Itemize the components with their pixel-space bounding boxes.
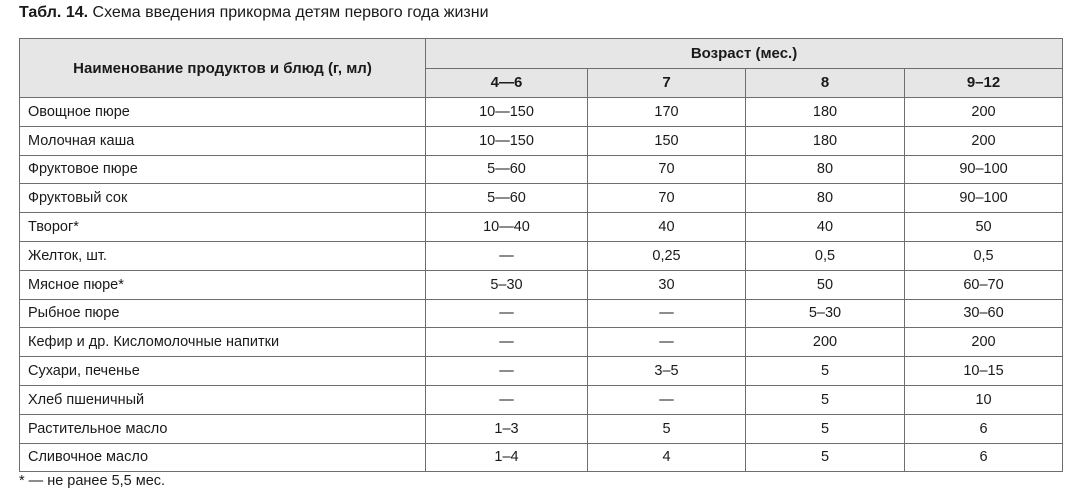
table-cell: 5 bbox=[746, 414, 905, 443]
table-cell: 50 bbox=[746, 270, 905, 299]
table-cell: 40 bbox=[746, 213, 905, 242]
table-cell: 4 bbox=[588, 443, 746, 472]
table-cell: 0,5 bbox=[746, 241, 905, 270]
table-cell: 40 bbox=[588, 213, 746, 242]
feeding-schedule-table bbox=[19, 38, 1063, 472]
table-cell: 5 bbox=[588, 414, 746, 443]
table-cell: 5—60 bbox=[426, 155, 588, 184]
product-name: Мясное пюре* bbox=[20, 270, 426, 299]
product-name: Рыбное пюре bbox=[20, 299, 426, 328]
product-name: Фруктовый сок bbox=[20, 184, 426, 213]
table-cell: 10—40 bbox=[426, 213, 588, 242]
table-cell: — bbox=[426, 385, 588, 414]
table-cell: — bbox=[588, 328, 746, 357]
product-name: Овощное пюре bbox=[20, 98, 426, 127]
table-cell: 70 bbox=[588, 155, 746, 184]
table-cell: 6 bbox=[905, 443, 1063, 472]
table-cell: 200 bbox=[746, 328, 905, 357]
table-cell: 30–60 bbox=[905, 299, 1063, 328]
table-cell: 5—60 bbox=[426, 184, 588, 213]
table-cell: 1–4 bbox=[426, 443, 588, 472]
age-column-header: 8 bbox=[746, 68, 905, 98]
product-name: Сухари, печенье bbox=[20, 357, 426, 386]
table-row bbox=[20, 241, 1063, 270]
table-cell: 90–100 bbox=[905, 155, 1063, 184]
product-name: Желток, шт. bbox=[20, 241, 426, 270]
table-cell: 5 bbox=[746, 357, 905, 386]
table-footnote: * — не ранее 5,5 мес. bbox=[19, 473, 166, 489]
table-cell: 70 bbox=[588, 184, 746, 213]
product-name-header: Наименование продуктов и блюд (г, мл) bbox=[20, 39, 426, 98]
table-cell: 200 bbox=[905, 328, 1063, 357]
table-cell: 3–5 bbox=[588, 357, 746, 386]
table-row bbox=[20, 155, 1063, 184]
table-cell: 5–30 bbox=[746, 299, 905, 328]
table-row bbox=[20, 270, 1063, 299]
table-cell: — bbox=[588, 385, 746, 414]
table-row bbox=[20, 385, 1063, 414]
table-row bbox=[20, 328, 1063, 357]
table-cell: 1–3 bbox=[426, 414, 588, 443]
table-cell: 0,5 bbox=[905, 241, 1063, 270]
age-column-header: 4—6 bbox=[426, 68, 588, 98]
age-header: Возраст (мес.) bbox=[426, 39, 1063, 69]
table-row bbox=[20, 126, 1063, 155]
table-cell: 180 bbox=[746, 98, 905, 127]
table-cell: 50 bbox=[905, 213, 1063, 242]
table-cell: 5 bbox=[746, 385, 905, 414]
table-cell: 10—150 bbox=[426, 126, 588, 155]
table-cell: 80 bbox=[746, 184, 905, 213]
table-cell: 30 bbox=[588, 270, 746, 299]
table-cell: 10 bbox=[905, 385, 1063, 414]
age-column-header: 9–12 bbox=[905, 68, 1063, 98]
table-cell: — bbox=[426, 299, 588, 328]
product-name: Творог* bbox=[20, 213, 426, 242]
table-caption bbox=[19, 3, 489, 23]
table-cell: 10–15 bbox=[905, 357, 1063, 386]
product-name: Фруктовое пюре bbox=[20, 155, 426, 184]
product-name: Хлеб пшеничный bbox=[20, 385, 426, 414]
table-row bbox=[20, 98, 1063, 127]
table-cell: 60–70 bbox=[905, 270, 1063, 299]
table-cell: 80 bbox=[746, 155, 905, 184]
table-cell: 0,25 bbox=[588, 241, 746, 270]
table-row bbox=[20, 299, 1063, 328]
table-row bbox=[20, 213, 1063, 242]
table-cell: 90–100 bbox=[905, 184, 1063, 213]
product-name: Сливочное масло bbox=[20, 443, 426, 472]
table-cell: 180 bbox=[746, 126, 905, 155]
table-cell: — bbox=[426, 328, 588, 357]
table-cell: 170 bbox=[588, 98, 746, 127]
table-cell: 200 bbox=[905, 126, 1063, 155]
table-cell: 5–30 bbox=[426, 270, 588, 299]
product-name: Растительное масло bbox=[20, 414, 426, 443]
table-row bbox=[20, 184, 1063, 213]
table-cell: 6 bbox=[905, 414, 1063, 443]
table-cell: 10—150 bbox=[426, 98, 588, 127]
product-name: Молочная каша bbox=[20, 126, 426, 155]
product-name: Кефир и др. Кисломолочные напитки bbox=[20, 328, 426, 357]
table-row bbox=[20, 443, 1063, 472]
caption-text: Схема введения прикорма детям первого года жизни bbox=[88, 4, 489, 21]
table-cell: — bbox=[588, 299, 746, 328]
age-column-header: 7 bbox=[588, 68, 746, 98]
table-cell: 200 bbox=[905, 98, 1063, 127]
table-cell: — bbox=[426, 241, 588, 270]
table-row bbox=[20, 414, 1063, 443]
table-cell: 150 bbox=[588, 126, 746, 155]
table-cell: 5 bbox=[746, 443, 905, 472]
caption-label: Табл. 14. bbox=[19, 4, 89, 21]
table-row bbox=[20, 357, 1063, 386]
table-cell: — bbox=[426, 357, 588, 386]
